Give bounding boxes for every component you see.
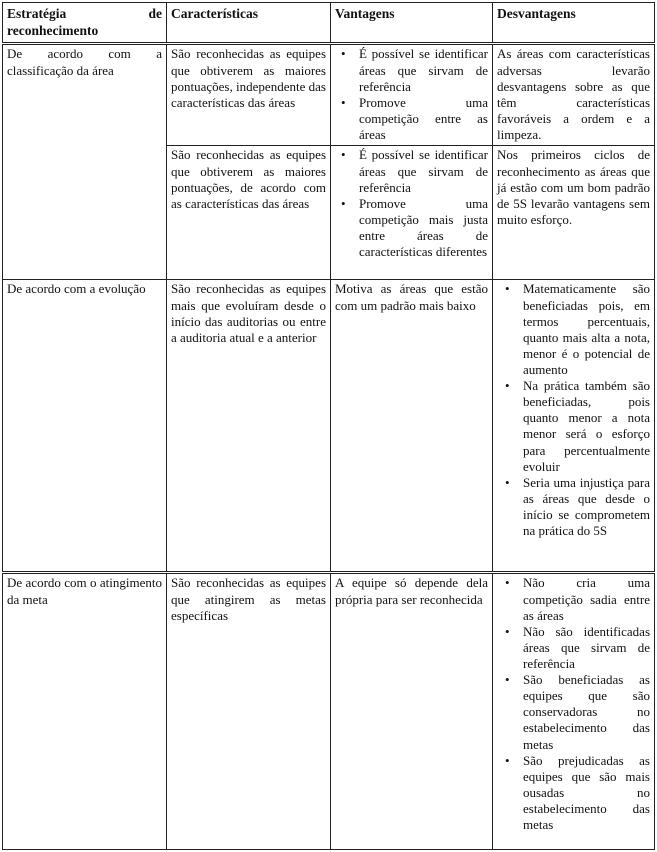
- disadvantages-cell: As áreas com características adversas levarão desvantagens sobre as que têm características favoráveis a ordem e a limpeza.: [493, 44, 655, 146]
- characteristics-cell: São reconhecidas as equipes mais que evoluíram desde o início das auditorias ou entre a auditoria atual e a anterior: [167, 280, 331, 573]
- disadvantages-list: [497, 575, 650, 833]
- list-item: • São beneficiadas as equipes que são conservadoras no estabelecimento das metas: [523, 672, 650, 753]
- list-item: • Não cria uma competição sadia entre as áreas: [523, 575, 650, 623]
- header-characteristics: Características: [167, 3, 331, 44]
- advantages-cell: A equipe só depende dela própria para ser reconhecida: [331, 573, 493, 850]
- header-strategy: Estratégia de reconhecimento: [3, 3, 167, 44]
- list-item: • Promove uma competição entre as áreas: [359, 95, 488, 143]
- list-item: • Promove uma competição mais justa entre áreas de características diferentes: [359, 196, 488, 260]
- list-item: • É possível se identificar áreas que sirvam de referência: [359, 46, 488, 94]
- table-row: [3, 280, 655, 573]
- list-item: • Seria uma injustiça para as áreas que desde o início se comprometem na prática do 5S: [523, 475, 650, 539]
- strategy-cell: De acordo com o atingimento da meta: [3, 573, 167, 850]
- header-disadvantages: Desvantagens: [493, 3, 655, 44]
- table-row: [3, 573, 655, 850]
- disadvantages-list: [497, 281, 650, 539]
- list-item: • É possível se identificar áreas que sirvam de referência: [359, 147, 488, 195]
- table-row: [3, 44, 655, 146]
- list-item: • Não são identificadas áreas que sirvam de referência: [523, 624, 650, 672]
- characteristics-cell: São reconhecidas as equipes que atingirem as metas específicas: [167, 573, 331, 850]
- disadvantages-cell: [493, 280, 655, 573]
- list-item: • Na prática também são beneficiadas, pois quanto menor a nota menor será o esforço para percentualmente evoluir: [523, 378, 650, 475]
- characteristics-cell: São reconhecidas as equipes que obtiverem as maiores pontuações, independente das características das áreas: [167, 44, 331, 146]
- recognition-strategy-table: [2, 2, 655, 850]
- list-item: • São prejudicadas as equipes que são mais ousadas no estabelecimento das metas: [523, 753, 650, 834]
- list-item: • Matematicamente são beneficiadas pois, em termos percentuais, quanto mais alta a nota, menor é o potencial de aumento: [523, 281, 650, 378]
- advantages-cell: [331, 146, 493, 280]
- advantages-list: [335, 147, 488, 260]
- advantages-cell: [331, 44, 493, 146]
- disadvantages-cell: [493, 573, 655, 850]
- header-advantages: Vantagens: [331, 3, 493, 44]
- strategy-cell: De acordo com a evolução: [3, 280, 167, 573]
- advantages-list: [335, 46, 488, 143]
- strategy-cell: De acordo com a classificação da área: [3, 44, 167, 280]
- advantages-cell: Motiva as áreas que estão com um padrão mais baixo: [331, 280, 493, 573]
- table-header-row: [3, 3, 655, 44]
- characteristics-cell: São reconhecidas as equipes que obtiverem as maiores pontuações, de acordo com as características das áreas: [167, 146, 331, 280]
- disadvantages-cell: Nos primeiros ciclos de reconhecimento as áreas que já estão com um bom padrão de 5S levarão vantagens sem muito esforço.: [493, 146, 655, 280]
